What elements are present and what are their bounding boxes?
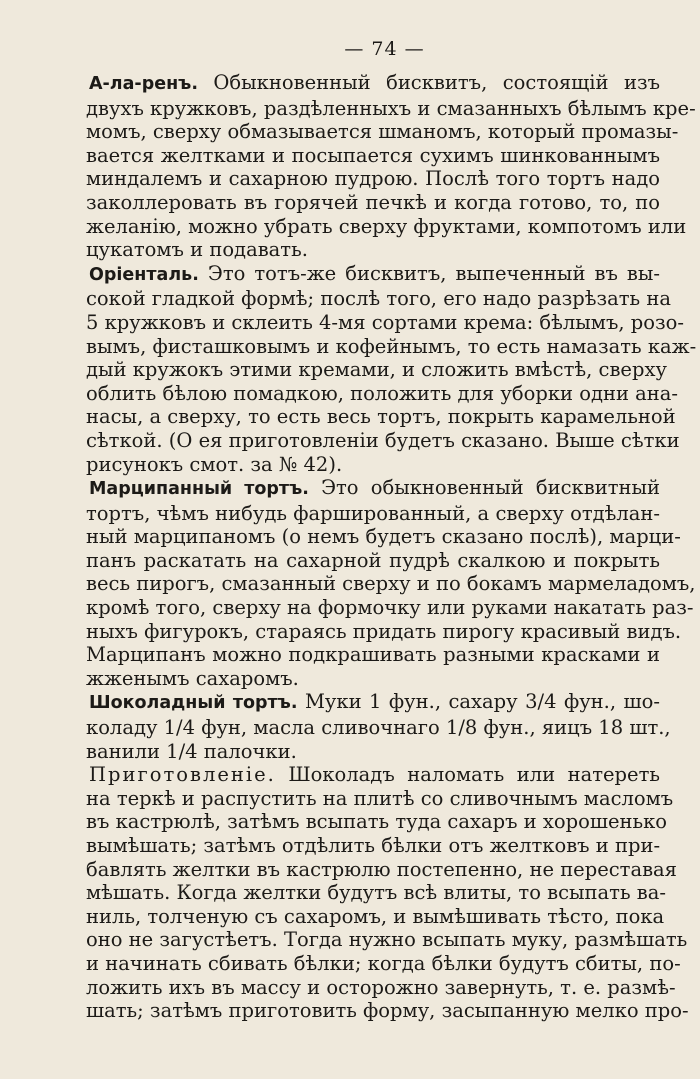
text-line: кромѣ того, сверху на формочку или руками накатать раз-: [86, 596, 694, 620]
text-line: сѣткой. (О ея приготовленіи будетъ сказано. Выше сѣтки: [86, 428, 680, 452]
text-line: желанію, можно убрать сверху фруктами, компотомъ или: [86, 214, 687, 238]
text-line: облить бѣлою помадкою, положить для уборки одни ана-: [86, 381, 678, 405]
line-text: Это обыкновенный бисквитный: [308, 476, 660, 500]
text-line: вымъ, фисташковымъ и кофейнымъ, то есть намазать каж-: [86, 334, 697, 358]
paragraph: [86, 763, 689, 1023]
text-line: дый кружокъ этими кремами, и сложить вмѣстѣ, сверху: [86, 358, 667, 382]
text-line: [89, 71, 660, 97]
paragraph-term: Марципанный тортъ.: [89, 479, 309, 500]
text-line: ложить ихъ въ массу и осторожно завернуть, т. е. размѣ-: [86, 975, 676, 999]
text-line: вается желтками и посыпается сухимъ шинкованнымъ: [86, 143, 660, 167]
text-line: на теркѣ и распустить на плитѣ со сливочнымъ масломъ: [86, 786, 674, 810]
text-line: [89, 476, 660, 502]
text-line: ный марципаномъ (о немъ будетъ сказано послѣ), марци-: [86, 525, 681, 549]
text-line: весь пирогъ, смазанный сверху и по бокамъ мармеладомъ,: [86, 572, 696, 596]
text-line: рисунокъ смот. за № 42).: [86, 452, 343, 476]
line-text: Обыкновенный бисквитъ, состоящій изъ: [197, 71, 660, 94]
text-line: миндалемъ и сахарною пудрою. Послѣ того тортъ надо: [86, 167, 660, 191]
text-line: вымѣшать; затѣмъ отдѣлить бѣлки отъ желтковъ и при-: [86, 834, 661, 857]
paragraph: [86, 71, 696, 262]
text-line: мѣшать. Когда желтки будутъ всѣ влиты, то всыпать ва-: [86, 881, 666, 905]
text-line: оно не загустѣетъ. Тогда нужно всыпать муку, размѣшать: [86, 928, 688, 952]
paragraph: [86, 476, 696, 690]
paragraph-term: Шоколадный тортъ.: [89, 693, 298, 714]
text-line: 5 кружковъ и склеить 4-мя сортами крема: бѣлымъ, розо-: [86, 310, 684, 334]
text-line: бавлять желтки въ кастрюлю постепенно, не переставая: [86, 857, 677, 881]
text-line: момъ, сверху обмазывается шманомъ, который промазы-: [86, 120, 679, 144]
line-text: Муки 1 фун., сахару 3/4 фун., шо-: [297, 690, 660, 714]
text-line: ныхъ фигурокъ, стараясь придать пирогу красивый видъ.: [86, 619, 682, 643]
paragraph-term: Оріенталь.: [89, 264, 199, 285]
text-line: Марципанъ можно подкрашивать разными красками и: [86, 643, 660, 667]
text-line: коладу 1/4 фун, масла сливочнаго 1/8 фун., яицъ 18 шт.,: [86, 716, 671, 740]
text-line: насы, а сверху, то есть весь тортъ, покрыть карамельной: [86, 405, 676, 429]
text-line: шать; затѣмъ приготовить форму, засыпанную мелко про-: [86, 999, 689, 1023]
paragraph: [86, 261, 697, 476]
paragraph-term: Приготовленіе.: [89, 763, 276, 787]
text-line: панъ раскатать на сахарной пудрѣ скалкою и покрыть: [86, 548, 660, 572]
text-line: двухъ кружковъ, раздѣленныхъ и смазанныхъ бѣлымъ кре-: [86, 96, 696, 120]
text-line: въ кастрюлѣ, затѣмъ всыпать туда сахаръ и хорошенько: [86, 810, 668, 834]
body-text: [86, 71, 697, 1023]
text-line: цукатомъ и подавать.: [86, 238, 308, 262]
text-line: ванили 1/4 палочки.: [86, 739, 297, 763]
text-line: жженымъ сахаромъ.: [86, 666, 299, 690]
text-line: тортъ, чѣмъ нибудь фаршированный, а сверху отдѣлан-: [86, 501, 660, 525]
text-line: заколлеровать въ горячей печкѣ и когда готово, то, по: [86, 190, 660, 214]
text-line: ниль, толченую съ сахаромъ, и вымѣшивать тѣсто, пока: [86, 904, 665, 928]
text-line: [89, 690, 660, 716]
line-text: Шоколадъ наломать или натереть: [275, 763, 660, 787]
text-line: и начинать сбивать бѣлки; когда бѣлки будутъ сбиты, по-: [86, 951, 681, 975]
text-line: [89, 262, 660, 288]
line-text: Это тотъ-же бисквитъ, выпеченный въ вы-: [198, 261, 660, 285]
text-line: сокой гладкой формѣ; послѣ того, его надо разрѣзать на: [86, 287, 671, 311]
text-line: [89, 763, 660, 787]
page-number: — 74 —: [344, 38, 425, 60]
paragraph-term: А-ла-ренъ.: [89, 74, 198, 94]
paragraph: [86, 690, 671, 763]
